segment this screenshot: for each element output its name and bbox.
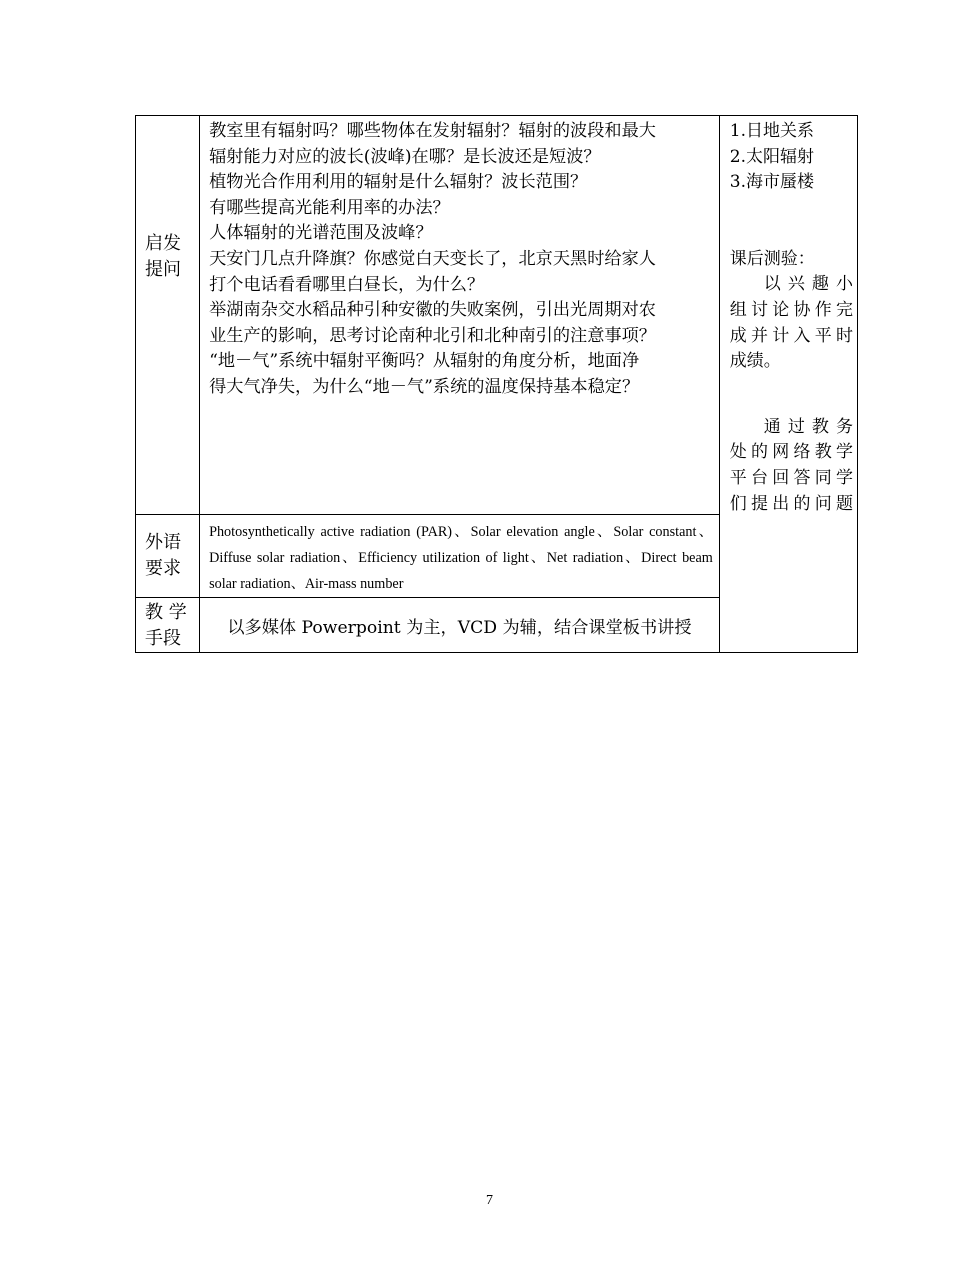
- platform-line: 通过教务: [763, 416, 853, 437]
- question-line: 天安门几点升降旗？你感觉白天变长了，北京天黑时给家人: [209, 248, 656, 269]
- heading-teaching-method: 教 学 手段: [136, 598, 200, 653]
- teaching-method-text: 以多媒体 Powerpoint 为主，VCD 为辅，结合课堂板书讲授: [200, 598, 720, 653]
- platform-line: 平台回答同学: [729, 467, 853, 488]
- question-line: 教室里有辐射吗？哪些物体在发射辐射？辐射的波段和最大: [209, 121, 656, 141]
- question-line: 人体辐射的光谱范围及波峰？: [209, 223, 433, 244]
- topic-item: 1.日地关系: [729, 121, 815, 141]
- question-line: 辐射能力对应的波长(波峰)在哪？是长波还是短波？: [209, 146, 601, 167]
- homework-line: 成绩。: [729, 351, 781, 372]
- heuristic-questions-text: [200, 116, 720, 515]
- foreign-language-terms: Photosynthetically active radiation (PAR)、Solar elevation angle、Solar constant、Diffuse solar radiation、Efficiency utilization of light、Net radiation、Direct beam solar radiation、Air-mass number: [200, 515, 720, 598]
- question-line: 举湖南杂交水稻品种引种安徽的失败案例，引出光周期对农: [209, 300, 656, 321]
- page-number: 7: [486, 1193, 493, 1208]
- question-line: 打个电话看看哪里白昼长，为什么？: [209, 274, 485, 295]
- platform-line: 们提出的问题: [729, 493, 853, 514]
- table-row-heuristic-questions: [136, 116, 858, 515]
- question-line: 植物光合作用利用的辐射是什么辐射？波长范围？: [209, 172, 588, 193]
- lesson-plan-table: [135, 115, 858, 653]
- homework-line: 组讨论协作完: [729, 299, 853, 320]
- question-line: 业生产的影响，思考讨论南种北引和北种南引的注意事项？: [209, 325, 656, 346]
- topic-item: 3.海市蜃楼: [729, 172, 815, 193]
- homework-title: 课后测验：: [729, 248, 815, 269]
- platform-line: 处的网络教学: [729, 442, 853, 463]
- question-line: 得大气净失，为什么“地－气”系统的温度保持基本稳定？: [209, 376, 640, 397]
- topic-item: 2.太阳辐射: [729, 146, 815, 167]
- question-line: 有哪些提高光能利用率的办法？: [209, 197, 450, 218]
- heading-foreign-language: 外语 要求: [136, 515, 200, 598]
- question-line: “地－气”系统中辐射平衡吗？从辐射的角度分析，地面净: [209, 351, 640, 372]
- homework-line: 成并计入平时: [729, 325, 853, 346]
- homework-line: 以兴趣小: [763, 274, 853, 295]
- side-notes-column: [719, 116, 857, 653]
- heading-heuristic-questions: 启发 提问: [136, 116, 200, 515]
